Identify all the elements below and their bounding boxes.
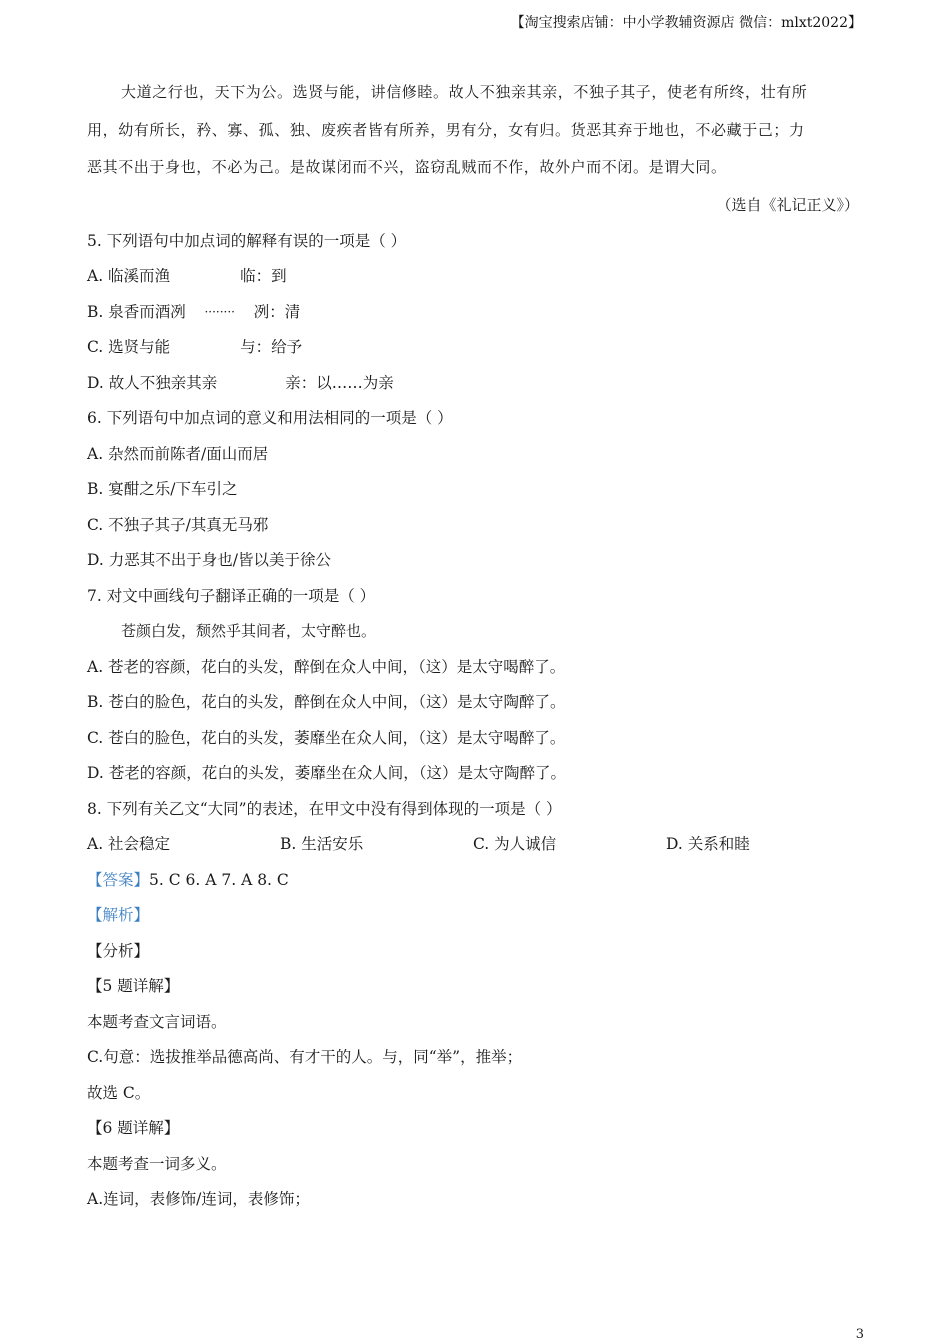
- q5-detail-line-3: 故选 C。: [87, 1083, 151, 1102]
- q7-option-d: D. 苍老的容颜，花白的头发，萎靡坐在众人间，（这）是太守陶醉了。: [87, 764, 566, 782]
- q5-detail-title: 【5 题详解】: [87, 977, 180, 995]
- q5-c-note: 与：给予: [240, 338, 303, 356]
- q5-d-text: D. 故人不独亲其亲: [87, 373, 218, 392]
- q7-stem: 7. 对文中画线句子翻译正确的一项是（ ）: [87, 586, 376, 605]
- q8-option-b: B. 生活安乐: [280, 835, 364, 853]
- q7-option-b: B. 苍白的脸色，花白的头发，醉倒在众人中间，（这）是太守陶醉了。: [87, 693, 566, 711]
- q5-option-d: [87, 366, 859, 402]
- q5-stem: 5. 下列语句中加点词的解释有误的一项是（ ）: [87, 231, 407, 250]
- q6-detail-line-2: A.连词，表修饰/连词，表修饰；: [87, 1190, 310, 1208]
- q6-option-d: D. 力恶其不出于身也/皆以美于徐公: [87, 551, 331, 569]
- q5-option-a: [87, 259, 859, 295]
- q5-a-text: A. 临溪而渔: [87, 267, 171, 285]
- q6-option-b: B. 宴酣之乐/下车引之: [87, 480, 238, 498]
- q8-option-a: A. 社会稳定: [87, 835, 171, 853]
- q5-b-text: B. 泉香而酒冽: [87, 302, 186, 321]
- q6-detail-title: 【6 题详解】: [87, 1119, 180, 1137]
- q5-c-text: C. 选贤与能: [87, 338, 171, 356]
- q5-a-note: 临：到: [240, 267, 287, 285]
- q8-option-c: C. 为人诚信: [473, 835, 557, 853]
- analysis-fenxi: 【分析】: [87, 941, 150, 960]
- answer-label: 【答案】: [87, 870, 150, 889]
- passage-line-2: 用，幼有所长，矜、寡、孤、独、废疾者皆有所养，男有分，女有归。货恶其弃于地也，不必藏于己；力: [87, 120, 805, 139]
- q8-options: [87, 827, 859, 863]
- q5-d-note: 亲：以……为亲: [285, 373, 394, 392]
- q6-option-a: A. 杂然而前陈者/面山而居: [87, 444, 269, 463]
- passage-source: （选自《礼记正义》）: [716, 195, 859, 214]
- analysis-label: 【解析】: [87, 906, 150, 924]
- passage-line-3: 恶其不出于身也，不必为己。是故谋闭而不兴，盗窃乱贼而不作，故外户而不闭。是谓大同。: [87, 158, 727, 176]
- answer-text: 5. C 6. A 7. A 8. C: [149, 870, 289, 889]
- q5-option-b: B. 泉香而酒冽 ········ 冽：清: [87, 302, 301, 321]
- q7-option-a: A. 苍老的容颜，花白的头发，醉倒在众人中间，（这）是太守喝醉了。: [87, 657, 566, 676]
- passage-line-1: 大道之行也，天下为公。选贤与能，讲信修睦。故人不独亲其亲，不独子其子，使老有所终，壮有所: [121, 83, 808, 101]
- answer-line: [87, 863, 859, 899]
- q5-detail-line-1: 本题考查文言词语。: [87, 1012, 227, 1031]
- q8-stem: 8. 下列有关乙文“大同”的表述，在甲文中没有得到体现的一项是（ ）: [87, 799, 562, 818]
- q7-option-c: C. 苍白的脸色，花白的头发，萎靡坐在众人间，（这）是太守喝醉了。: [87, 728, 566, 747]
- q5-b-note: 冽：清: [253, 302, 301, 321]
- page-number: 3: [855, 1327, 864, 1342]
- document-body: [87, 74, 859, 1218]
- q8-option-d: D. 关系和睦: [666, 835, 750, 853]
- q6-option-c: C. 不独子其子/其真无马邪: [87, 515, 269, 534]
- classical-passage: [87, 74, 859, 187]
- page-header: 【淘宝搜索店铺：中小学教辅资源店 微信：mlxt2022】: [510, 15, 862, 31]
- q7-quote: 苍颜白发，颓然乎其间者，太守醉也。: [121, 622, 377, 640]
- q6-detail-line-1: 本题考查一词多义。: [87, 1154, 227, 1173]
- q5-detail-line-2: C.句意：选拔推举品德高尚、有才干的人。与，同“举”，推举；: [87, 1048, 523, 1066]
- q5-option-c: [87, 330, 859, 366]
- q6-stem: 6. 下列语句中加点词的意义和用法相同的一项是（ ）: [87, 409, 453, 427]
